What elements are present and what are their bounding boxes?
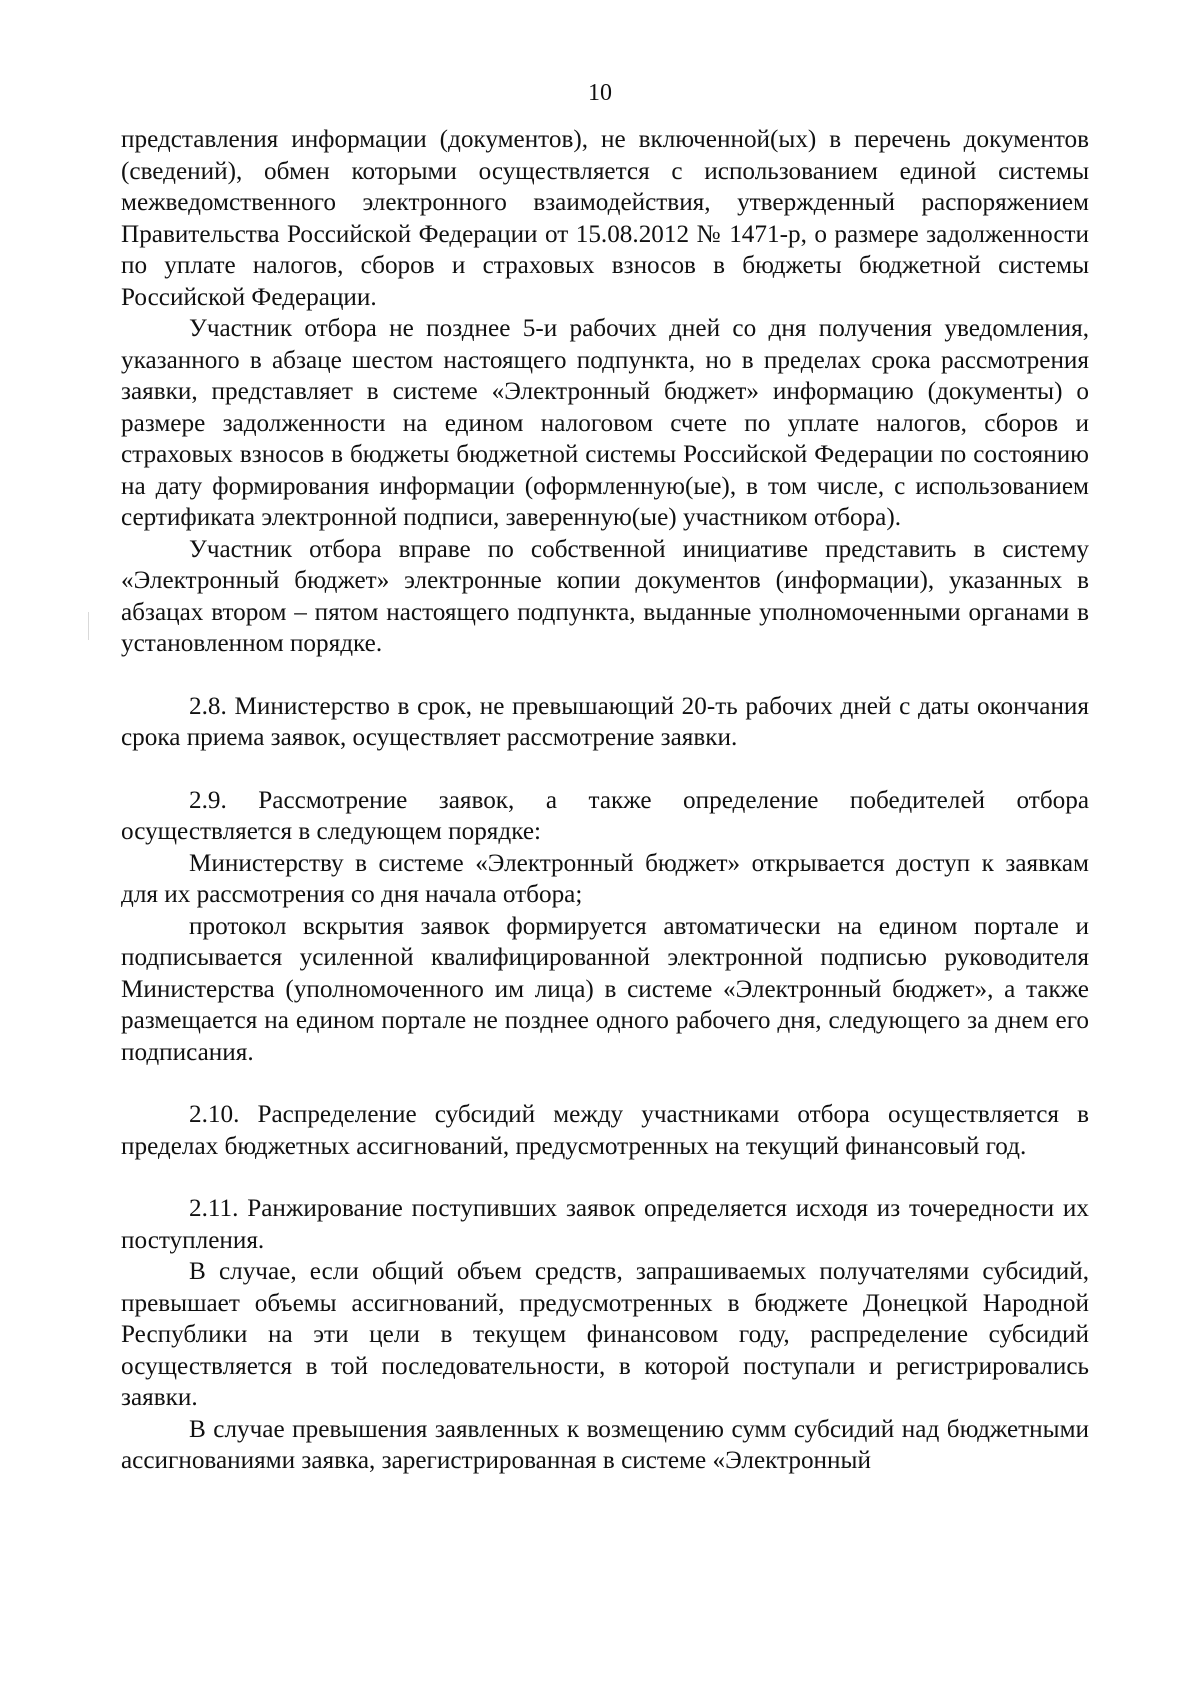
section-2-9-protocol: протокол вскрытия заявок формируется автоматически на едином портале и подписывается усиленной квалифицированной электронной подписью руководителя Министерства (уполномоченного им лица) в системе «Электронный бюджет», а также размещается на едином портале не позднее одного рабочего дня, следующего за днем его подписания. bbox=[121, 912, 1089, 1066]
section-2-9: 2.9. Рассмотрение заявок, а также определение победителей отбора осуществляется в следующем порядке: bbox=[121, 786, 1089, 845]
paragraph-participant-initiative: Участник отбора вправе по собственной инициативе представить в систему «Электронный бюджет» электронные копии документов (информации), указанных в абзацах втором – пятом настоящего подпункта, выданные уполномоченными органами в установленном порядке. bbox=[121, 535, 1089, 657]
section-2-11: 2.11. Ранжирование поступивших заявок определяется исходя из точередности их поступления. bbox=[121, 1195, 1089, 1254]
paragraph-participant-submission: Участник отбора не позднее 5-и рабочих дней со дня получения уведомления, указанного в абзаце шестом настоящего подпункта, но в пределах срока рассмотрения заявки, представляет в системе «Электронный бюджет» информацию (документы) о размере задолженности на едином налоговом счете по уплате налогов, сборов и страховых взносов в бюджеты бюджетной системы Российской Федерации по состоянию на дату формирования информации (оформленную(ые), в том числе, с использованием сертификата электронной подписи, заверенную(ые) участником отбора). bbox=[121, 315, 1089, 531]
section-2-8: 2.8. Министерство в срок, не превышающий 20-ть рабочих дней с даты окончания срока приема заявок, осуществляет рассмотрение заявки. bbox=[121, 692, 1089, 751]
scan-mark bbox=[88, 612, 89, 640]
section-2-11-distribution: В случае, если общий объем средств, запрашиваемых получателями субсидий, превышает объемы ассигнований, предусмотренных в бюджете Донецкой Народной Республики на эти цели в текущем финансовом году, распределение субсидий осуществляется в той последовательности, в которой поступали и регистрировались заявки. bbox=[121, 1258, 1089, 1411]
document-body bbox=[121, 124, 1089, 1477]
page-number: 10 bbox=[588, 80, 612, 106]
section-2-9-access: Министерству в системе «Электронный бюджет» открывается доступ к заявкам для их рассмотрения со дня начала отбора; bbox=[121, 849, 1089, 908]
section-2-11-excess: В случае превышения заявленных к возмещению сумм субсидий над бюджетными ассигнованиями заявка, зарегистрированная в системе «Электронный bbox=[121, 1415, 1089, 1474]
section-2-10: 2.10. Распределение субсидий между участниками отбора осуществляется в пределах бюджетных ассигнований, предусмотренных на текущий финансовый год. bbox=[121, 1101, 1089, 1160]
paragraph-continuation: представления информации (документов), не включенной(ых) в перечень документов (сведений), обмен которыми осуществляется с использованием единой системы межведомственного электронного взаимодействия, утвержденный распоряжением Правительства Российской Федерации от 15.08.2012 № 1471-р, о размере задолженности по уплате налогов, сборов и страховых взносов в бюджеты бюджетной системы Российской Федерации. bbox=[121, 126, 1089, 311]
